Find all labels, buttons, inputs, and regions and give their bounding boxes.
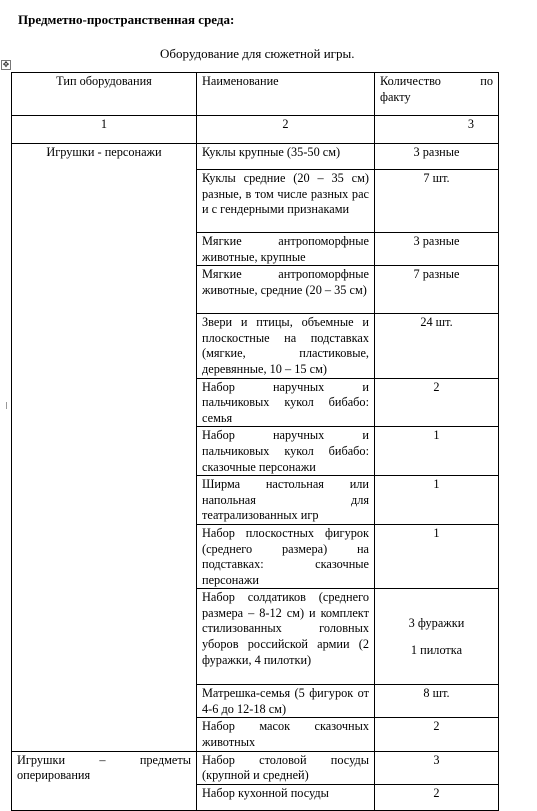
category-cell <box>12 144 197 752</box>
item-quantity: 2 <box>375 378 499 427</box>
column-number: 3 <box>375 116 499 144</box>
item-name: Набор кухонной посуды <box>197 784 375 810</box>
category-label: Игрушки - персонажи <box>46 145 162 159</box>
item-quantity: 1 <box>375 427 499 476</box>
table-header-row <box>12 73 499 116</box>
header-quantity <box>375 73 499 116</box>
column-number: 1 <box>12 116 197 144</box>
item-name: Мягкие антропоморфные животные, крупные <box>197 233 375 266</box>
item-quantity: 1 <box>375 476 499 525</box>
header-type: Тип оборудования <box>12 73 197 116</box>
item-name: Набор наручных и пальчиковых кукол бибабо: сказочные персонажи <box>197 427 375 476</box>
page-heading: Предметно-пространственная среда: <box>18 12 235 27</box>
table-caption: Оборудование для сюжетной игры. <box>160 46 355 61</box>
item-name: Матрешка-семья (5 фигурок от 4-6 до 12-18 см) <box>197 685 375 718</box>
item-quantity: 2 <box>375 784 499 810</box>
item-name: Набор плоскостных фигурок (среднего размера) на подставках: сказочные персонажи <box>197 524 375 588</box>
item-quantity: 1 <box>375 524 499 588</box>
item-quantity-line: 3 фуражки <box>408 615 465 630</box>
column-number-row <box>12 116 499 144</box>
item-name: Мягкие антропоморфные животные, средние (20 – 35 см) <box>197 266 375 314</box>
item-name: Ширма настольная или напольная для театрализованных игр <box>197 476 375 525</box>
item-quantity: 3 разные <box>375 233 499 266</box>
item-quantity: 7 разные <box>375 266 499 314</box>
equipment-table <box>11 72 499 811</box>
category-word: – <box>99 752 106 767</box>
item-quantity <box>375 589 499 685</box>
table-row <box>12 144 499 170</box>
header-quantity-word: факту <box>380 89 411 104</box>
category-word: предметы <box>139 752 191 767</box>
item-name: Набор наручных и пальчиковых кукол бибабо: семья <box>197 378 375 427</box>
category-cell <box>12 751 197 810</box>
category-word: оперирования <box>17 768 91 783</box>
category-word: Игрушки <box>17 752 66 767</box>
item-name: Куклы средние (20 – 35 см) разные, в том числе разных рас и с гендерными признаками <box>197 170 375 233</box>
item-name: Куклы крупные (35-50 см) <box>197 144 375 170</box>
item-quantity-line: 1 пилотка <box>410 643 463 658</box>
item-quantity: 8 шт. <box>375 685 499 718</box>
margin-marker <box>6 402 7 409</box>
column-number: 2 <box>197 116 375 144</box>
item-name: Звери и птицы, объемные и плоскостные на подставках (мягкие, пластиковые, деревянные, 10 – 15 см) <box>197 314 375 378</box>
item-quantity: 2 <box>375 718 499 751</box>
header-quantity-word: Количество <box>380 74 441 88</box>
item-quantity: 24 шт. <box>375 314 499 378</box>
header-quantity-word: по <box>480 74 493 88</box>
header-name: Наименование <box>197 73 375 116</box>
item-quantity: 7 шт. <box>375 170 499 233</box>
item-quantity: 3 разные <box>375 144 499 170</box>
table-move-handle-icon[interactable]: ✥ <box>2 60 10 69</box>
item-name: Набор солдатиков (среднего размера – 8-12 см) и комплект стилизованных головных уборов российской армии (2 фуражки, 4 пилотки) <box>197 589 375 685</box>
item-name: Набор масок сказочных животных <box>197 718 375 751</box>
table-row <box>12 751 499 784</box>
item-name: Набор столовой посуды (крупной и средней) <box>197 751 375 784</box>
item-quantity: 3 <box>375 751 499 784</box>
